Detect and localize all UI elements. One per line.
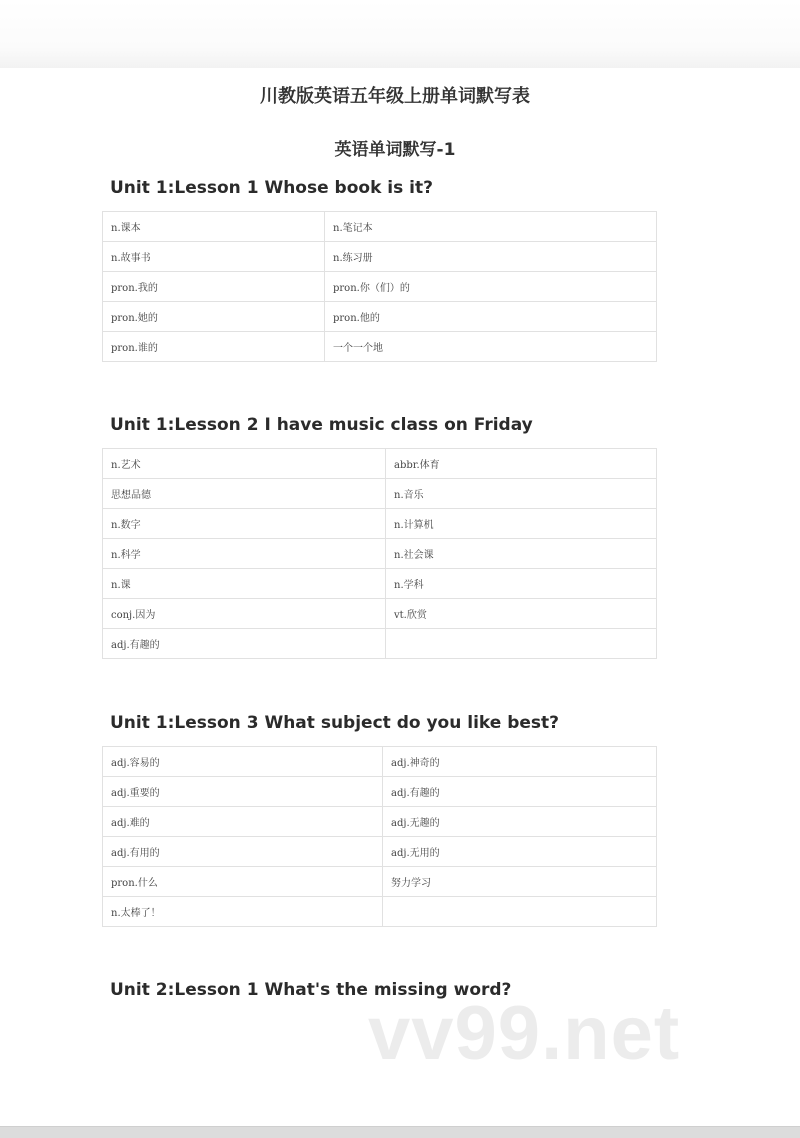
table-cell: 努力学习 — [383, 867, 657, 897]
table-cell — [383, 897, 657, 927]
table-row — [103, 747, 657, 777]
table-cell: adj.有趣的 — [103, 629, 386, 659]
table-row — [103, 242, 657, 272]
table-cell: adj.有用的 — [103, 837, 383, 867]
table-row — [103, 777, 657, 807]
table-row — [103, 479, 657, 509]
table-cell: conj.因为 — [103, 599, 386, 629]
table-row — [103, 332, 657, 362]
table-cell: n.故事书 — [103, 242, 325, 272]
table-cell: n.艺术 — [103, 449, 386, 479]
table-cell: abbr.体育 — [386, 449, 657, 479]
table-row — [103, 599, 657, 629]
table-row — [103, 837, 657, 867]
section-heading-unit1-lesson1: Unit 1:Lesson 1 Whose book is it? — [110, 178, 433, 198]
table-cell: pron.谁的 — [103, 332, 325, 362]
table-cell: n.计算机 — [386, 509, 657, 539]
table-cell: adj.有趣的 — [383, 777, 657, 807]
table-row — [103, 212, 657, 242]
table-cell: n.课本 — [103, 212, 325, 242]
table-cell: n.音乐 — [386, 479, 657, 509]
table-cell: n.科学 — [103, 539, 386, 569]
document-subtitle: 英语单词默写-1 — [334, 140, 456, 160]
table-cell: pron.他的 — [325, 302, 657, 332]
table-cell: vt.欣赏 — [386, 599, 657, 629]
top-margin-shade — [0, 0, 800, 68]
table-cell: adj.难的 — [103, 807, 383, 837]
table-cell: pron.她的 — [103, 302, 325, 332]
table-cell: n.数字 — [103, 509, 386, 539]
table-cell: n.太棒了！ — [103, 897, 383, 927]
table-cell: pron.你（们）的 — [325, 272, 657, 302]
table-cell: adj.无趣的 — [383, 807, 657, 837]
table-cell: adj.神奇的 — [383, 747, 657, 777]
table-cell: n.练习册 — [325, 242, 657, 272]
vocab-table-unit1-lesson2 — [102, 448, 657, 659]
table-cell: n.学科 — [386, 569, 657, 599]
table-row — [103, 509, 657, 539]
vocab-table-unit1-lesson3 — [102, 746, 657, 927]
section-heading-unit1-lesson3: Unit 1:Lesson 3 What subject do you like best? — [110, 713, 559, 733]
document-title: 川教版英语五年级上册单词默写表 — [260, 86, 530, 107]
table-row — [103, 807, 657, 837]
table-cell: 思想品德 — [103, 479, 386, 509]
table-cell — [386, 629, 657, 659]
table-row — [103, 302, 657, 332]
vocab-table-unit1-lesson1 — [102, 211, 657, 362]
table-cell: n.社会课 — [386, 539, 657, 569]
table-row — [103, 867, 657, 897]
table-cell: pron.我的 — [103, 272, 325, 302]
table-row — [103, 449, 657, 479]
table-row — [103, 897, 657, 927]
table-cell: adj.重要的 — [103, 777, 383, 807]
table-cell: pron.什么 — [103, 867, 383, 897]
bottom-page-edge — [0, 1126, 800, 1138]
section-heading-unit2-lesson1: Unit 2:Lesson 1 What's the missing word? — [110, 980, 512, 1000]
section-heading-unit1-lesson2: Unit 1:Lesson 2 I have music class on Friday — [110, 415, 533, 435]
table-cell: adj.容易的 — [103, 747, 383, 777]
table-row — [103, 569, 657, 599]
table-cell: n.笔记本 — [325, 212, 657, 242]
watermark: vv99.net — [368, 991, 681, 1076]
table-row — [103, 629, 657, 659]
table-cell: 一个一个地 — [325, 332, 657, 362]
table-row — [103, 272, 657, 302]
table-cell: adj.无用的 — [383, 837, 657, 867]
table-cell: n.课 — [103, 569, 386, 599]
table-row — [103, 539, 657, 569]
